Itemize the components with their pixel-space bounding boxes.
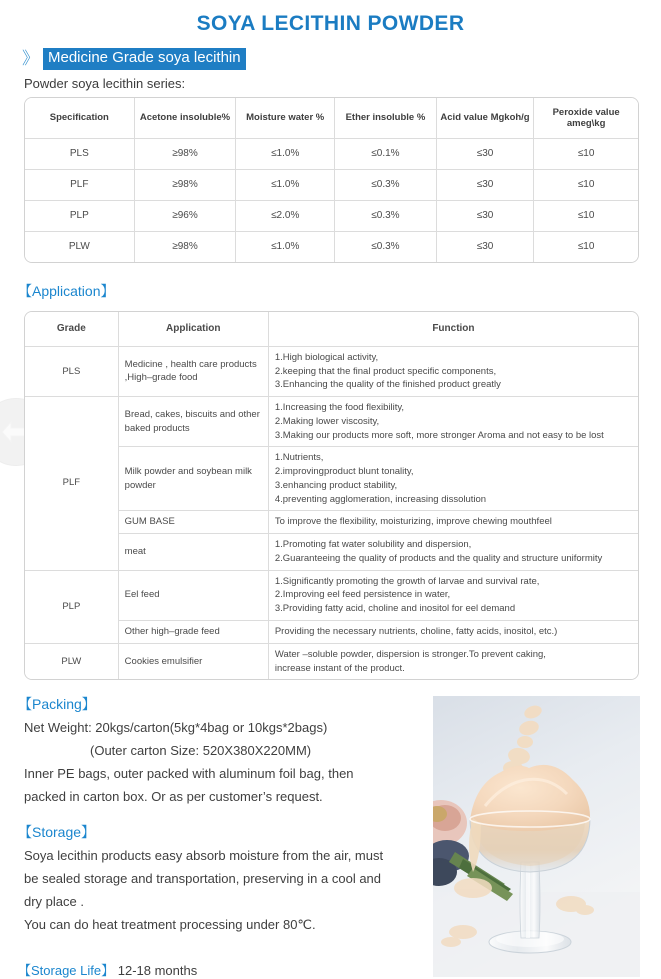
bottom-left-column	[0, 694, 410, 979]
spec-cell: ≤30	[436, 231, 533, 262]
spec-table-header-row	[25, 98, 638, 139]
function-line: 3.Enhancing the quality of the finished product greatly	[274, 379, 501, 391]
spec-header-specification: Specification	[25, 98, 134, 139]
app-function-cell	[268, 346, 638, 396]
spec-header-moisture-water: Moisture water %	[236, 98, 335, 139]
app-application-cell: Other high–grade feed	[118, 621, 268, 644]
application-table	[25, 312, 638, 680]
spec-header-acid-value: Acid value Mgkoh/g	[436, 98, 533, 139]
packing-section-label: 【Packing】	[18, 696, 96, 713]
app-grade-cell: PLF	[25, 397, 118, 571]
spec-cell: ≤10	[534, 200, 638, 231]
grade-heading-label: Medicine Grade soya lecithin	[43, 48, 246, 70]
packing-text	[24, 717, 410, 808]
spec-cell: ≥96%	[134, 200, 236, 231]
spec-cell: ≤30	[436, 169, 533, 200]
spec-cell: ≥98%	[134, 231, 236, 262]
storage-text	[24, 845, 410, 936]
function-line: 2.improvingproduct blunt tonality,	[274, 466, 414, 478]
app-application-cell: GUM BASE	[118, 511, 268, 534]
spec-cell: ≤10	[577, 241, 595, 253]
app-function-cell	[268, 447, 638, 511]
spec-cell: ≤0.3%	[335, 200, 437, 231]
spec-cell: PLS	[25, 138, 134, 169]
packing-line-1: Net Weight: 20kgs/carton(5kg*4bag or 10kgs*2bags)	[24, 720, 328, 736]
packing-line-4: packed in carton box. Or as per customer’s request.	[24, 788, 323, 804]
spec-cell: ≤30	[436, 138, 533, 169]
packing-line-2: (Outer carton Size: 520X380X220MM)	[90, 743, 312, 759]
table-row	[25, 643, 638, 679]
spec-cell: ≥98%	[134, 169, 236, 200]
product-photo-image	[433, 696, 640, 977]
spec-cell: ≤2.0%	[236, 200, 335, 231]
app-application-cell: Medicine , health care products ,High–grade food	[118, 346, 268, 396]
packing-line-3: Inner PE bags, outer packed with aluminum foil bag, then	[24, 765, 354, 781]
function-line: 2.Guaranteeing the quality of products and the quality and structure uniformity	[274, 552, 603, 564]
app-header-grade: Grade	[25, 312, 118, 347]
storage-life-value: 12-18 months	[117, 963, 198, 979]
table-row	[25, 346, 638, 396]
app-function-cell	[268, 621, 638, 644]
app-application-cell: Eel feed	[118, 570, 268, 620]
table-row	[25, 200, 638, 231]
spec-cell: ≤1.0%	[236, 169, 335, 200]
storage-life-row	[18, 960, 410, 979]
app-function-cell	[268, 397, 638, 447]
function-line: 2.Making lower viscosity,	[274, 415, 380, 427]
app-header-application: Application	[118, 312, 268, 347]
grade-heading	[22, 48, 661, 70]
spec-cell: PLF	[25, 169, 134, 200]
spec-cell: PLW	[25, 231, 134, 262]
app-application-cell: Milk powder and soybean milk powder	[118, 447, 268, 511]
function-line: 2.Improving eel feed persistence in water,	[274, 589, 451, 601]
app-application-cell: meat	[118, 534, 268, 571]
function-line: 2.keeping that the final product specific components,	[274, 365, 497, 377]
series-subtitle: Powder soya lecithin series:	[24, 75, 186, 91]
spec-table-wrapper	[24, 97, 639, 263]
function-line: 3.enhancing product stability,	[274, 479, 398, 491]
product-photo	[433, 696, 640, 977]
storage-line-3: dry place .	[24, 893, 84, 909]
table-row	[25, 138, 638, 169]
function-line: 1.High biological activity,	[274, 351, 379, 363]
spec-cell: ≤10	[534, 138, 638, 169]
app-function-cell	[268, 643, 638, 679]
function-line: To improve the flexibility, moisturizing, improve chewing mouthfeel	[274, 516, 552, 528]
table-row	[25, 169, 638, 200]
table-row	[25, 231, 638, 262]
application-table-wrapper	[24, 311, 639, 681]
spec-cell: PLP	[25, 200, 134, 231]
function-line: Providing the necessary nutrients, choline, fatty acids, inositol, etc.)	[274, 626, 558, 637]
bottom-section	[0, 694, 661, 979]
spec-cell: ≤0.3%	[335, 169, 437, 200]
function-line: increase instant of the product.	[274, 662, 405, 674]
spec-cell: ≤1.0%	[236, 231, 335, 262]
storage-line-4: You can do heat treatment processing under 80℃.	[24, 916, 316, 932]
spec-table	[25, 98, 638, 262]
spec-header-ether-insoluble: Ether insoluble %	[335, 98, 437, 139]
storage-line-1: Soya lecithin products easy absorb moisture from the air, must	[24, 848, 384, 864]
storage-life-label: 【Storage Life】	[18, 963, 115, 979]
storage-line-2: be sealed storage and transportation, preserving in a cool and	[24, 871, 382, 887]
table-row	[25, 570, 638, 620]
function-line: 1.Nutrients,	[274, 452, 324, 464]
app-function-cell	[268, 534, 638, 571]
spec-header-peroxide-value: Peroxide value ameg\kg	[534, 98, 638, 139]
table-row	[25, 397, 638, 447]
app-grade-cell: PLS	[25, 346, 118, 396]
app-header-function: Function	[268, 312, 638, 347]
app-grade-cell: PLW	[25, 643, 118, 679]
function-line: 1.Promoting fat water solubility and dispersion,	[274, 539, 472, 551]
spec-cell: ≤0.3%	[335, 231, 437, 262]
function-line: 3.Providing fatty acid, choline and inositol for eel demand	[274, 603, 516, 615]
app-function-cell	[268, 511, 638, 534]
spec-cell: ≤10	[534, 169, 638, 200]
function-line: 1.Increasing the food flexibility,	[274, 402, 405, 414]
spec-cell: ≤30	[436, 200, 533, 231]
app-application-cell: Cookies emulsifier	[118, 643, 268, 679]
double-chevron-right-icon: 》	[22, 49, 37, 69]
storage-section-label: 【Storage】	[18, 824, 96, 841]
function-line: 1.Significantly promoting the growth of larvae and survival rate,	[274, 575, 540, 587]
app-application-cell: Bread, cakes, biscuits and other baked products	[118, 397, 268, 447]
app-grade-cell: PLP	[25, 570, 118, 643]
spec-cell: ≤0.1%	[335, 138, 437, 169]
application-table-header-row	[25, 312, 638, 347]
spec-cell: ≤1.0%	[236, 138, 335, 169]
function-line: Water –soluble powder, dispersion is stronger.To prevent caking,	[274, 648, 546, 660]
function-line: 4.preventing agglomeration, increasing dissolution	[274, 493, 487, 505]
spec-header-acetone-insoluble: Acetone insoluble%	[134, 98, 236, 139]
function-line: 3.Making our products more soft, more stronger Aroma and not easy to be lost	[274, 429, 604, 441]
application-section-label: 【Application】	[18, 282, 115, 299]
app-function-cell	[268, 570, 638, 620]
spec-cell: ≥98%	[134, 138, 236, 169]
page-title: SOYA LECITHIN POWDER	[196, 12, 465, 35]
